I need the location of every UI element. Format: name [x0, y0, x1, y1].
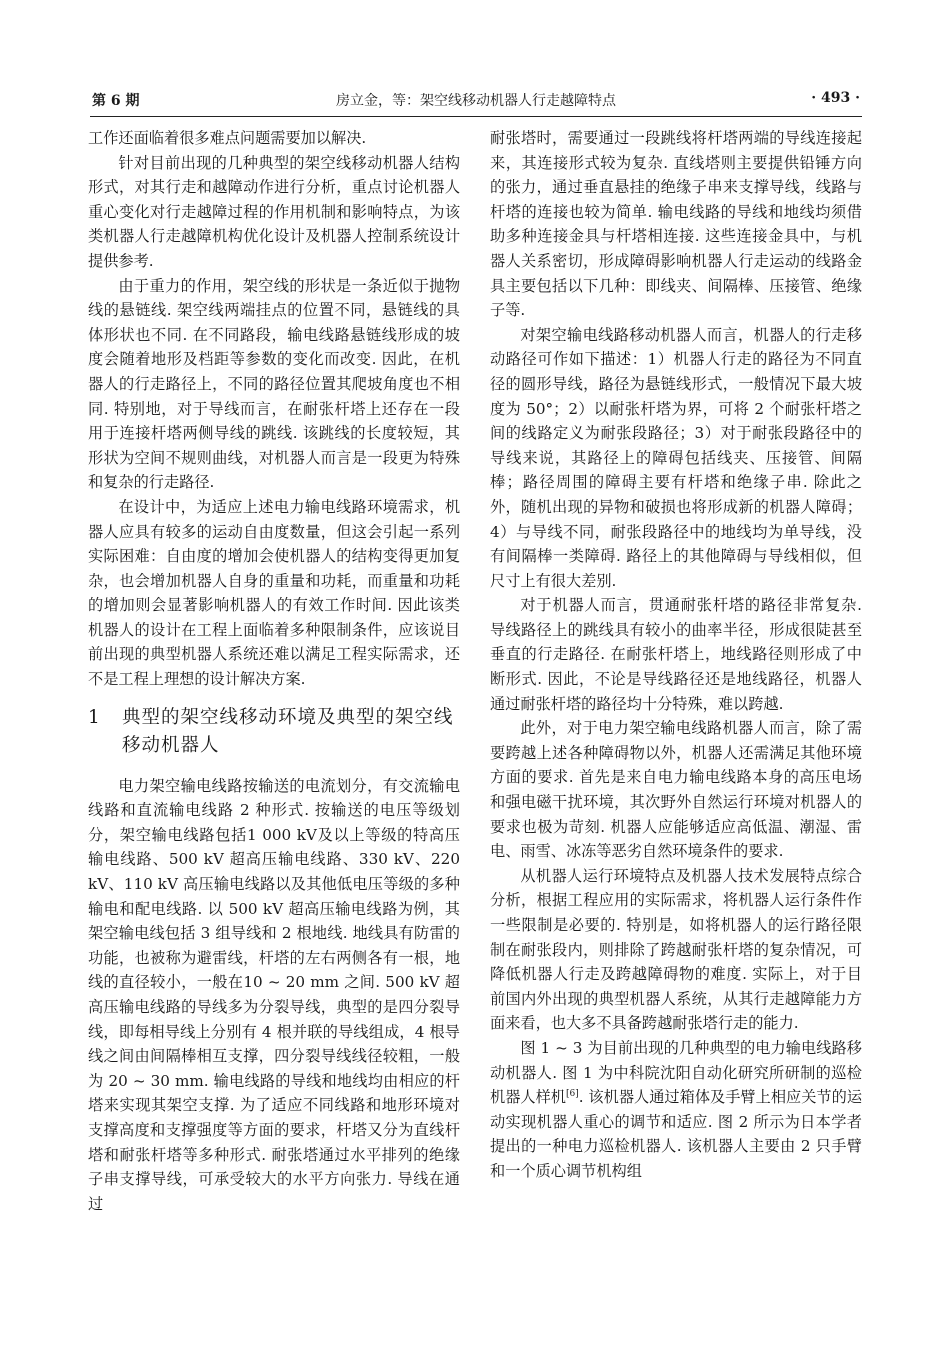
paragraph: 针对目前出现的几种典型的架空线移动机器人结构形式，对其行走和越障动作进行分析，重点讨论机器人重心变化对行走越障过程的作用机制和影响特点，为该类机器人行走越障机构优化设计及机器人控制系统设计提供参考. [88, 153, 460, 270]
header-divider [90, 116, 862, 117]
paragraph [490, 1036, 862, 1184]
paragraph: 对架空输电线路移动机器人而言，机器人的行走移动路径可作如下描述：1）机器人行走的路径为不同直径的圆形导线，路径为悬链线形式，一般情况下最大坡度为 50°；2）以耐张杆塔为界，可将 2 个耐张杆塔之间的线路定义为耐张段路径；3）对于耐张段路径中的导线来说，其路径上的障碍包括线夹、压接管、间隔棒；路径周围的障碍主要有杆塔和绝缘子串. 除此之外，随机出现的异物和破损也将形成新的机器人障碍；4）与导线不同，耐张段路径中的地线均为单导线，没有间隔棒一类障碍. 路径上的其他障碍与导线相似，但尺寸上有很大差别. [490, 325, 862, 590]
issue-label: 第 6 期 [92, 93, 140, 109]
citation-ref[interactable]: [6] [566, 1089, 579, 1100]
running-title: 房立金，等：架空线移动机器人行走越障特点 [336, 93, 616, 109]
paragraph: 电力架空输电线路按输送的电流划分，有交流输电线路和直流输电线路 2 种形式. 按输送的电压等级划分，架空输电线路包括1 000 kV及以上等级的特高压输电线路、500 kV 超高压输电线路、330 kV、220 kV、110 kV 高压输电线路以及其他低电压等级的多种输电和配电线路. 以 500 kV 超高压输电线路为例，其架空输电线包括 3 组导线和 2 根地线. 地线具有防雷的功能，也被称为避雷线，杆塔的左右两侧各有一根，地线的直径较小，一般在10 ~ 20 mm 之间. 500 kV 超高压输电线路的导线多为分裂导线，典型的是四分裂导线，即每相导线上分别有 4 根并联的导线组成，4 根导线之间由间隔棒相互支撑，四分裂导线线径较粗，一般为 20 ~ 30 mm. 输电线路的导线和地线均由相应的杆塔来实现其架空支撑. 为了适应不同线路和地形环境对支撑高度和支撑强度等方面的要求，杆塔又分为直线杆塔和耐张杆塔等多种形式. 耐张塔通过水平排列的绝缘子串支撑导线，可承受较大的水平方向张力. 导线在通过 [88, 776, 460, 1213]
paragraph: 耐张塔时，需要通过一段跳线将杆塔两端的导线连接起来，其连接形式较为复杂. 直线塔则主要提供铅锤方向的张力，通过垂直悬挂的绝缘子串来支撑导线，线路与杆塔的连接也较为简单. 输电线路的导线和地线均须借助多种连接金具与杆塔相连接. 这些连接金具中，与机器人关系密切，形成障碍影响机器人行走运动的线路金具主要包括以下几种：即线夹、间隔棒、压接管、绝缘子等. [490, 129, 862, 320]
section-title: 典型的架空线移动环境及典型的架空线移动机器人 [122, 706, 454, 756]
paragraph-text: 图 1 ~ 3 为目前出现的几种典型的电力输电线路移动机器人. 图 1 为中科院沈阳自动化研究所研制的巡检机器人样机 [490, 1038, 862, 1107]
right-column [490, 126, 862, 1184]
left-column [88, 126, 460, 1216]
paragraph: 从机器人运行环境特点及机器人技术发展特点综合分析，根据工程应用的实际需求，将机器人运行条件作一些限制是必要的. 特别是，如将机器人的运行路径限制在耐张段内，则排除了跨越耐张杆塔的复杂情况，可降低机器人行走及跨越障碍物的难度. 实际上，对于目前国内外出现的典型机器人系统，从其行走越障能力方面来看，也大多不具备跨越耐张塔行走的能力. [490, 866, 862, 1033]
paragraph: 由于重力的作用，架空线的形状是一条近似于抛物线的悬链线. 架空线两端挂点的位置不同，悬链线的具体形状也不同. 在不同路段，输电线路悬链线形成的坡度会随着地形及档距等参数的变化而改变. 因此，在机器人的行走路径上，不同的路径位置其爬坡角度也不相同. 特别地，对于导线而言，在耐张杆塔上还存在一段用于连接杆塔两侧导线的跳线. 该跳线的长度较短，其形状为空间不规则曲线，对机器人而言是一段更为特殊和复杂的行走路径. [88, 276, 460, 492]
paragraph: 此外，对于电力架空输电线路机器人而言，除了需要跨越上述各种障碍物以外，机器人还需满足其他环境方面的要求. 首先是来自电力输电线路本身的高压电场和强电磁干扰环境，其次野外自然运行环境对机器人的要求也极为苛刻. 机器人应能够适应高低温、潮湿、雷电、雨雪、冰冻等恶劣自然环境条件的要求. [490, 719, 862, 861]
paragraph: 对于机器人而言，贯通耐张杆塔的路径非常复杂. 导线路径上的跳线具有较小的曲率半径，形成很陡甚至垂直的行走路径. 在耐张杆塔上，地线路径则形成了中断形式. 因此，不论是导线路径还是地线路径，机器人通过耐张杆塔的路径均十分特殊，难以跨越. [490, 596, 862, 713]
paragraph: 工作还面临着很多难点问题需要加以解决. [88, 129, 367, 147]
page-header [92, 90, 860, 112]
paragraph: 在设计中，为适应上述电力输电线路环境需求，机器人应具有较多的运动自由度数量，但这会引起一系列实际困难：自由度的增加会使机器人的结构变得更加复杂，也会增加机器人自身的重量和功耗，而重量和功耗的增加则会显著影响机器人的有效工作时间. 因此该类机器人的设计在工程上面临着多种限制条件，应该说目前出现的典型机器人系统还难以满足工程实际需求，还不是工程上理想的设计解决方案. [88, 497, 460, 689]
section-heading [88, 704, 460, 760]
page-number: · 493 · [811, 90, 860, 106]
paragraph-text: . 该机器人通过箱体及手臂上相应关节的运动实现机器人重心的调节和适应. 图 2 所示为日本学者提出的一种电力巡检机器人. 该机器人主要由 2 只手臂和一个质心调节机构组 [490, 1088, 863, 1180]
section-number: 1 [88, 706, 101, 728]
